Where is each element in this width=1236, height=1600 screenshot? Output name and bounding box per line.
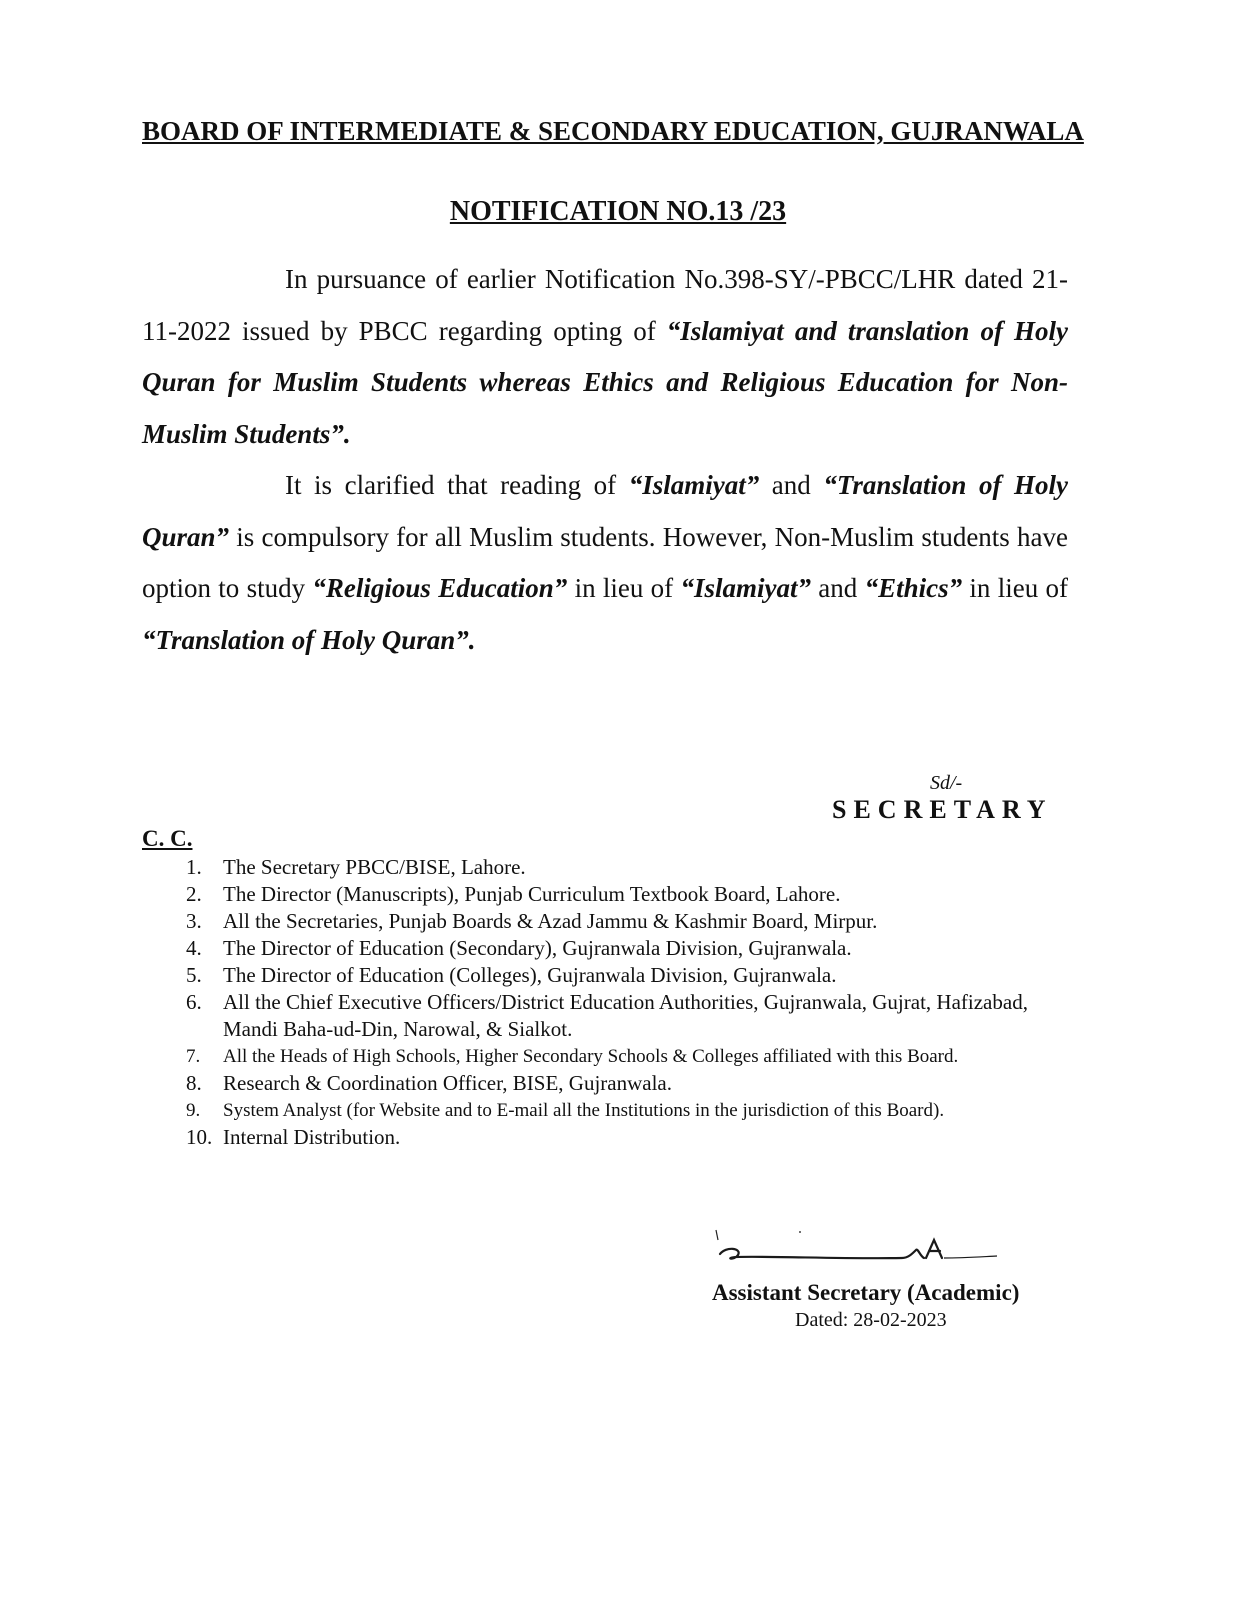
cc-item-text: Internal Distribution. <box>223 1125 401 1149</box>
cc-item-text: Research & Coordination Officer, BISE, Gujranwala. <box>223 1071 672 1095</box>
cc-item <box>186 935 1086 962</box>
paragraph-pursuance-text: In pursuance of earlier Notification No.398-SY/-PBCC/LHR dated 21-11-2022 issued by PBCC regarding opting of <box>142 264 1068 346</box>
clarification-emphasis-translation: “Translation of Holy Quran” <box>142 470 1068 552</box>
clarification-text-3: is compulsory for all Muslim students. However, Non-Muslim students have option to study <box>142 521 1068 603</box>
cc-item-number: 5. <box>186 963 202 987</box>
cc-item <box>186 1124 1086 1151</box>
clarification-text-1: It is clarified that reading of <box>285 470 629 500</box>
dated-text: Dated: 28-02-2023 <box>795 1309 947 1331</box>
clarification-emphasis-islamiyat-2: “Islamiyat” <box>680 573 811 603</box>
cc-item-text: All the Chief Executive Officers/District Education Authorities, Gujranwala, Gujrat, Hafizabad, Mandi Baha-ud-Din, Narowal, & Sialkot. <box>223 990 1028 1041</box>
cc-item-number: 8. <box>186 1071 202 1095</box>
clarification-text-2: and <box>759 470 824 500</box>
cc-item-number: 6. <box>186 990 202 1014</box>
cc-item <box>186 1097 1086 1124</box>
cc-item-text: The Director of Education (Colleges), Gujranwala Division, Gujranwala. <box>223 963 837 987</box>
signature-icon <box>712 1228 1002 1280</box>
cc-item <box>186 989 1086 1043</box>
cc-item-number: 7. <box>186 1046 201 1067</box>
cc-label: C. C. <box>142 826 193 851</box>
cc-item-text: All the Heads of High Schools, Higher Secondary Schools & Colleges affiliated with this Board. <box>223 1046 959 1067</box>
sd-mark: Sd/- <box>930 772 963 794</box>
cc-item-text: The Secretary PBCC/BISE, Lahore. <box>223 855 526 879</box>
cc-item-number: 3. <box>186 909 202 933</box>
notification-title: NOTIFICATION NO.13 /23 <box>449 196 787 227</box>
cc-item-number: 4. <box>186 936 202 960</box>
cc-item-number: 9. <box>186 1100 201 1121</box>
cc-item-text: The Director (Manuscripts), Punjab Curriculum Textbook Board, Lahore. <box>223 882 841 906</box>
clarification-emphasis-translation-2: “Translation of Holy Quran”. <box>142 624 476 655</box>
cc-item-text: System Analyst (for Website and to E-mail all the Institutions in the jurisdiction of this Board). <box>223 1100 945 1121</box>
assistant-secretary-title: Assistant Secretary (Academic) <box>712 1280 1020 1305</box>
cc-item <box>186 854 1086 881</box>
cc-item-number: 1. <box>186 855 202 879</box>
clarification-emphasis-islamiyat: “Islamiyat” <box>628 470 760 500</box>
paragraph-pursuance <box>142 254 1068 460</box>
cc-item-text: The Director of Education (Secondary), Gujranwala Division, Gujranwala. <box>223 936 852 960</box>
board-title: BOARD OF INTERMEDIATE & SECONDARY EDUCATION, GUJRANWALA <box>142 116 1084 146</box>
cc-item-number: 10. <box>186 1125 213 1149</box>
paragraph-clarification <box>142 460 1068 666</box>
cc-item-number: 2. <box>186 882 202 906</box>
clarification-emphasis-religious: “Religious Education” <box>312 573 568 603</box>
paragraph-pursuance-emphasis: “Islamiyat and translation of Holy Quran for Muslim Students whereas Ethics and Religious Education for Non-Muslim Students”. <box>142 315 1068 449</box>
clarification-text-5: and <box>810 573 865 603</box>
cc-item <box>186 1043 1086 1070</box>
cc-item <box>186 908 1086 935</box>
clarification-text-4: in lieu of <box>567 573 681 603</box>
cc-item <box>186 881 1086 908</box>
cc-item <box>186 1070 1086 1097</box>
cc-item-text: All the Secretaries, Punjab Boards & Azad Jammu & Kashmir Board, Mirpur. <box>223 909 878 933</box>
cc-item <box>186 962 1086 989</box>
clarification-text-6: in lieu of <box>962 573 1068 603</box>
cc-list <box>186 854 1086 1151</box>
secretary-title: SECRETARY <box>832 795 1053 824</box>
clarification-emphasis-ethics: “Ethics” <box>864 573 963 603</box>
